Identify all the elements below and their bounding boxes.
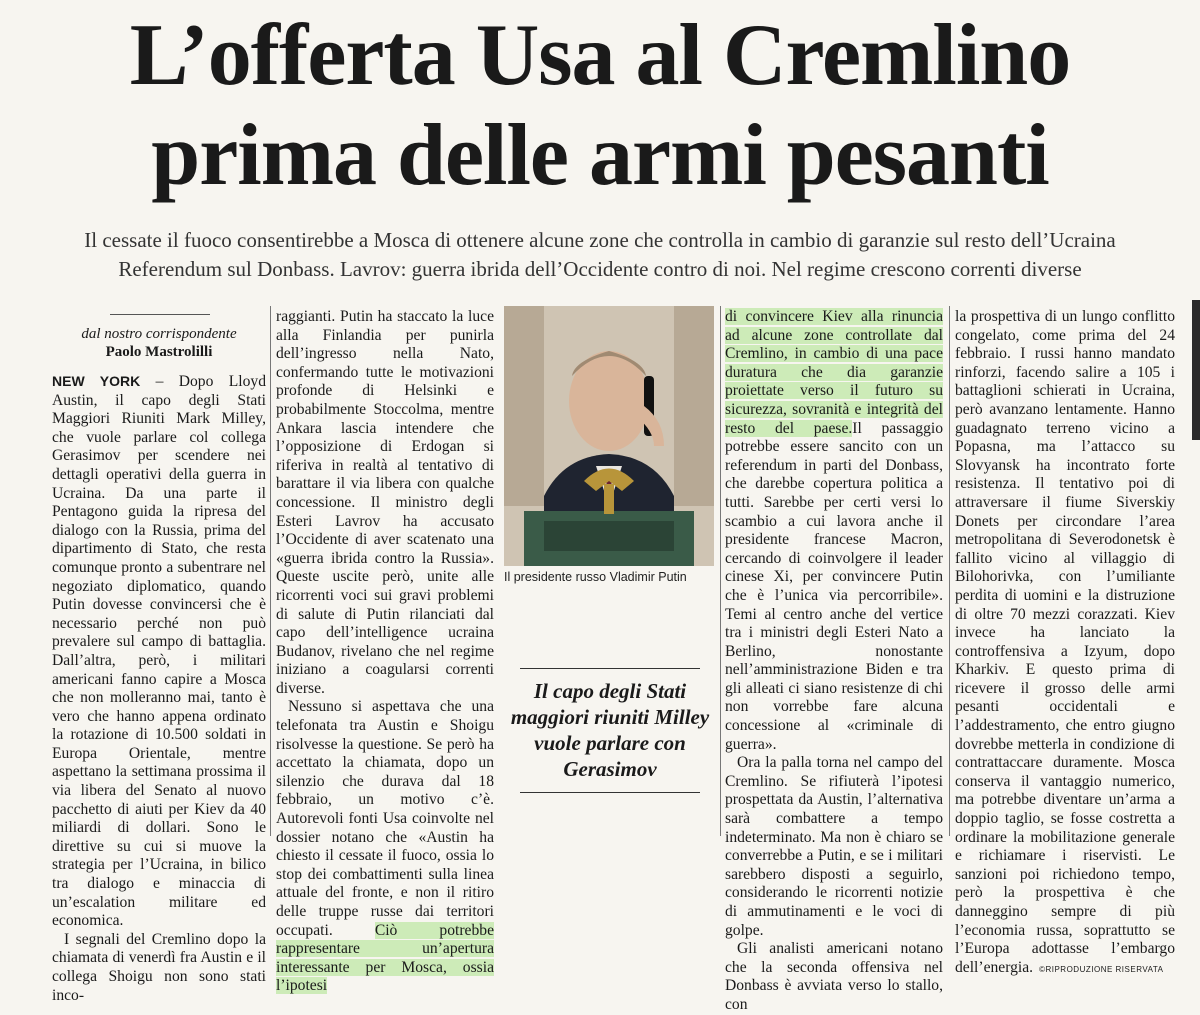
paragraph: Ora la palla torna nel campo del Cremlino. Se rifiuterà l’ipotesi prospettata da Austin, l’alternativa sarà combattere a tempo indeterminato. Ma non è chiaro se converrebbe a Putin, e se i militari sarebbero disposti a seguirlo, considerando le ricorrenti notizie di ammutinamenti e le voci di golpe. bbox=[725, 754, 943, 939]
dateline: NEW YORK bbox=[52, 373, 141, 389]
pullquote-rule-bottom bbox=[520, 792, 700, 793]
page-edge bbox=[1192, 300, 1200, 440]
byline-rule bbox=[110, 314, 210, 315]
column-divider bbox=[720, 306, 721, 836]
paragraph-text: Il passaggio potrebbe essere sancito con un referendum in parti del Donbass, che darebbe copertura politica a tutti. Sarebbe per certi versi lo scambio a cui lavora anche il presidente francese Macron, cercando di coinvolgere il leader cinese Xi, per convincere Putin che è l’unica via percorribile». Temi al centro anche del vertice tra i ministri degli Esteri Nato a Berlino, nonostante nell’amministrazione Biden e tra gli alleati ci siano resistenze di chi non vorrebbe fare alcuna concessione al «criminale di guerra». bbox=[725, 419, 943, 753]
column-2 bbox=[276, 308, 494, 996]
paragraph-text: la prospettiva di un lungo conflitto congelato, come prima del 24 febbraio. I russi hanno mandato rinforzi, facendo salire a 105 i battaglioni schierati in Ucraina, però avanzano lentamente. Hanno guadagnato terreno vicino a Popasna, ma l’attacco su Slovyansk ha incontrato forte resistenza. Il tentativo poi di attraversare il fiume Siverskiy Donets per circondare l’area metropolitana di Severodonetsk è fallito vicino al villaggio di Bilohorivka, con l’umiliante perdita di uomini e la distruzione di oltre 70 mezzi corazzati. Kiev invece ha lanciato la controffensiva a Izyum, dopo Kharkiv. E questo prima di ricevere il grosso delle armi pesanti occidentali e l’addestramento, che entro giugno dovrebbe metterla in condizione di contrattaccare duramente. Mosca conserva il vantaggio numerico, ma potrebbe diventare un’arma a doppio taglio, se fosse costretta a ordinare la mobilitazione generale e richiamare i riservisti. Le sanzioni poi richiedono tempo, però la prospettiva è che danneggino sempre di più l’economia russa, soprattutto se l’Europa adottasse l’embargo dell’energia. bbox=[955, 308, 1175, 976]
photo-caption: Il presidente russo Vladimir Putin bbox=[504, 570, 687, 584]
paragraph bbox=[276, 698, 494, 996]
headline bbox=[0, 6, 1200, 206]
paragraph: raggianti. Putin ha staccato la luce alla Finlandia per punirla dell’ingresso nella Nato, confermando tutte le motivazioni profonde di Helsinki e probabilmente Stoccolma, mentre Ankara lascia intendere che l’opposizione di Erdogan si riferiva in realtà al tentativo di barattare il via libera con qualche concessione. Il ministro degli Esteri Lavrov ha accusato l’Occidente di aver scatenato una «guerra ibrida contro la Russia». Queste uscite però, unite alle ricorrenti voci sui gravi problemi di salute di Putin rilanciati dal capo dell’intelligence ucraina Budanov, rivelano che nel regime iniziano a coagularsi correnti diverse. bbox=[276, 308, 494, 697]
paragraph bbox=[725, 308, 943, 754]
paragraph bbox=[955, 308, 1175, 979]
highlighted-text: Ciò potrebbe rappresentare un’apertura interessante per Mosca, ossia l’ipotesi bbox=[276, 921, 494, 995]
headline-line-1: L’offerta Usa al Cremlino bbox=[129, 7, 1071, 104]
column-5 bbox=[955, 308, 1175, 979]
column-4 bbox=[725, 308, 943, 1015]
headline-line-2: prima delle armi pesanti bbox=[151, 107, 1049, 204]
paragraph: I segnali del Cremlino dopo la chiamata di venerdì fra Austin e il collega Shoigu non sono stati inco- bbox=[52, 930, 266, 1004]
subheadline bbox=[0, 226, 1200, 284]
subhead-line-1: Il cessate il fuoco consentirebbe a Mosca di ottenere alcune zone che controlla in cambio di garanzie sul resto dell’Ucraina bbox=[84, 228, 1116, 252]
column-divider bbox=[949, 306, 950, 836]
highlighted-text: di convincere Kiev alla rinuncia ad alcune zone controllate dal Cremlino, in cambio di una pace duratura che dia garanzie proiettate verso il futuro su sicurezza, sovranità e integrità del resto del paese. bbox=[725, 308, 943, 437]
byline-prefix: dal nostro corrispondente bbox=[81, 326, 237, 342]
paragraph bbox=[52, 372, 266, 931]
pullquote: Il capo degli Stati maggiori riuniti Milley vuole parlare con Gerasimov bbox=[510, 679, 710, 781]
paragraph-text: Nessuno si aspettava che una telefonata tra Austin e Shoigu risolvesse la questione. Se però ha accettato la chiamata, dopo un silenzio che durava dal 18 febbraio, un motivo c’è. Autorevoli fonti Usa coinvolte nel dossier notano che «Austin ha chiesto il cessate il fuoco, ossia lo stop dei combattimenti sulla linea attuale del fronte, e non il ritiro delle truppe russe dai territori occupati. bbox=[276, 698, 494, 939]
paragraph: Gli analisti americani notano che la seconda offensiva nel Donbass è avviata verso lo stallo, con bbox=[725, 940, 943, 1013]
putin-photo bbox=[504, 306, 714, 566]
column-1 bbox=[52, 372, 266, 1005]
paragraph-text: – Dopo Lloyd Austin, il capo degli Stati Maggiori Riuniti Mark Milley, che vuole parlare col collega Gerasimov per scendere nei dettagli operativi della guerra in Ucraina. Da una parte il Pentagono guida la ripresa del dialogo con la Russia, prima del dipartimento di Stato, che resta comunque pronto a subentrare nel negoziato diplomatico, quando Putin dovesse convincersi che è necessario perché non può prevalere sul campo di battaglia. Dall’altra, però, i militari americani fanno capire a Mosca che non molleranno mai, tanto è vero che hanno appena ordinato la rotazione di 10.500 soldati in Europa Orientale, mentre aspettano la settimana prossima il via libera del Senato al nuovo pacchetto di aiuti per Kiev da 40 miliardi di dollari. Sono le direttive su cui si muove la strategia per l’Ucraina, in bilico tra dialogo e minaccia di un’escalation militare ed economica. bbox=[52, 373, 266, 930]
copyright-notice: ©RIPRODUZIONE RISERVATA bbox=[1039, 964, 1164, 974]
photo-illustration bbox=[504, 306, 714, 566]
pullquote-rule-top bbox=[520, 668, 700, 669]
subhead-line-2: Referendum sul Donbass. Lavrov: guerra ibrida dell’Occidente contro di noi. Nel regime crescono correnti diverse bbox=[118, 257, 1082, 281]
column-divider bbox=[270, 306, 271, 836]
byline-author: Paolo Mastrolilli bbox=[105, 344, 213, 360]
